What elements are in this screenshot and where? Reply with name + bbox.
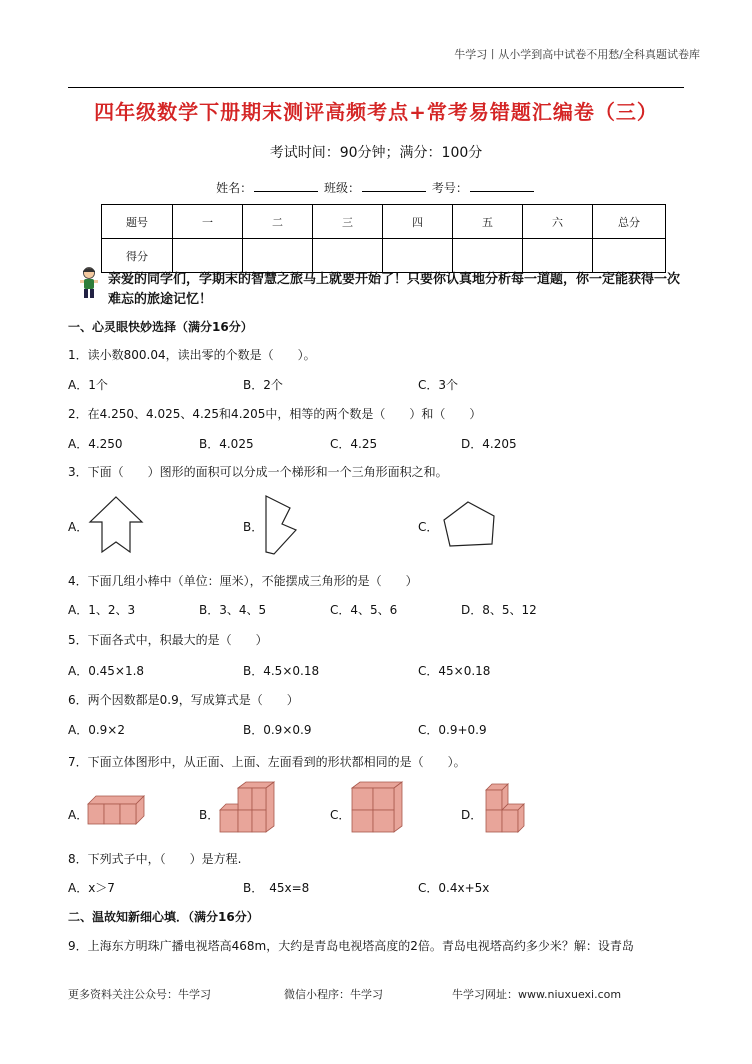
q7-option-c[interactable]: C． [330,808,351,822]
q5-option-b[interactable]: B．4.5×0.18 [243,664,320,678]
q5-option-a[interactable]: A．0.45×1.8 [68,664,145,678]
footer-website[interactable]: 牛学习网址：www.niuxuexi.com [452,988,622,1001]
cube-stack-c-figure [350,780,404,838]
score-header-cell: 五 [453,205,523,239]
notched-shape-figure [262,494,302,556]
q3-option-b[interactable]: B． [243,520,264,534]
q1-option-b[interactable]: B．2个 [243,378,283,392]
intro-message: 亲爱的同学们，学期末的智慧之旅马上就要开始了！只要你认真地分析每一道题，你一定能获得一次难忘的旅途记忆！ [108,272,681,307]
q4-option-a[interactable]: A．1、2、3 [68,603,136,617]
q6-option-c[interactable]: C．0.9+0.9 [418,723,487,737]
q5-option-c[interactable]: C．45×0.18 [418,664,491,678]
q7-option-a[interactable]: A． [68,808,89,822]
score-header-cell: 总分 [593,205,666,239]
q3-option-a[interactable]: A． [68,520,89,534]
score-header-cell: 六 [523,205,593,239]
cube-stack-d-figure [482,780,528,838]
class-field[interactable] [362,191,426,192]
question-9: 9．上海东方明珠广播电视塔高468m，大约是青岛电视塔高度的2倍。青岛电视塔高约多少米？解：设青岛 [68,939,634,953]
footer-mini-program: 微信小程序：牛学习 [284,988,383,1001]
score-cell[interactable] [453,239,523,273]
class-label: 班级： [323,181,360,195]
score-row-label: 得分 [102,239,173,273]
score-cell[interactable] [383,239,453,273]
footer-wechat-account: 更多资料关注公众号：牛学习 [68,988,211,1001]
q6-option-a[interactable]: A．0.9×2 [68,723,125,737]
score-header-cell: 题号 [102,205,173,239]
question-3: 3．下面（ ）图形的面积可以分成一个梯形和一个三角形面积之和。 [68,465,448,479]
score-cell[interactable] [523,239,593,273]
q2-option-a[interactable]: A．4.250 [68,437,123,451]
id-field[interactable] [470,191,534,192]
exam-subtitle: 考试时间：90分钟；满分：100分 [269,145,483,161]
q1-option-a[interactable]: A．1个 [68,378,108,392]
score-header-cell: 二 [243,205,313,239]
question-4: 4．下面几组小棒中（单位：厘米），不能摆成三角形的是（ ） [68,574,418,588]
cube-stack-b-figure [218,780,278,838]
score-header-cell: 一 [173,205,243,239]
q8-option-a[interactable]: A．x＞7 [68,881,115,895]
name-label: 姓名： [216,181,253,195]
cube-stack-a-figure [86,790,146,826]
id-label: 考号： [431,181,468,195]
section-1-heading: 一、心灵眼快妙选择（满分16分） [68,320,253,334]
score-header-cell: 四 [383,205,453,239]
header-tagline: 牛学习丨从小学到高中试卷不用愁/全科真题试卷库 [454,48,700,61]
cartoon-student-icon [78,266,100,300]
q8-option-c[interactable]: C．0.4x+5x [418,881,490,895]
question-2: 2．在4.250、4.025、4.25和4.205中，相等的两个数是（ ）和（ ） [68,407,482,421]
q8-option-b[interactable]: B． 45x=8 [243,881,310,895]
question-1: 1．读小数800.04，读出零的个数是（ ）。 [68,348,316,362]
arrow-shape-figure [86,494,146,554]
score-cell[interactable] [593,239,666,273]
q2-option-d[interactable]: D．4.205 [461,437,517,451]
score-table-score-row [102,239,666,273]
score-header-cell: 三 [313,205,383,239]
question-7: 7．下面立体图形中，从正面、上面、左面看到的形状都相同的是（ ）。 [68,755,466,769]
score-table-header-row [102,205,666,239]
q6-option-b[interactable]: B．0.9×0.9 [243,723,312,737]
name-field[interactable] [254,191,318,192]
q7-option-b[interactable]: B． [199,808,220,822]
section-2-heading: 二、温故知新细心填．（满分16分） [68,910,259,924]
page-title: 四年级数学下册期末测评高频考点+常考易错题汇编卷（三） [94,100,658,124]
q4-option-c[interactable]: C．4、5、6 [330,603,398,617]
score-cell[interactable] [243,239,313,273]
q7-option-d[interactable]: D． [461,808,483,822]
header-divider [68,87,684,88]
question-6: 6．两个因数都是0.9，写成算式是（ ） [68,693,299,707]
q1-option-c[interactable]: C．3个 [418,378,459,392]
q2-option-c[interactable]: C．4.25 [330,437,378,451]
question-8: 8．下列式子中，（ ）是方程. [68,852,242,866]
q4-option-b[interactable]: B．3、4、5 [199,603,267,617]
q4-option-d[interactable]: D．8、5、12 [461,603,537,617]
question-5: 5．下面各式中，积最大的是（ ） [68,633,268,647]
score-cell[interactable] [313,239,383,273]
score-cell[interactable] [173,239,243,273]
q3-option-c[interactable]: C． [418,520,439,534]
q2-option-b[interactable]: B．4.025 [199,437,254,451]
score-table [101,204,666,273]
pentagon-figure [440,498,500,550]
student-info-line [0,179,752,196]
